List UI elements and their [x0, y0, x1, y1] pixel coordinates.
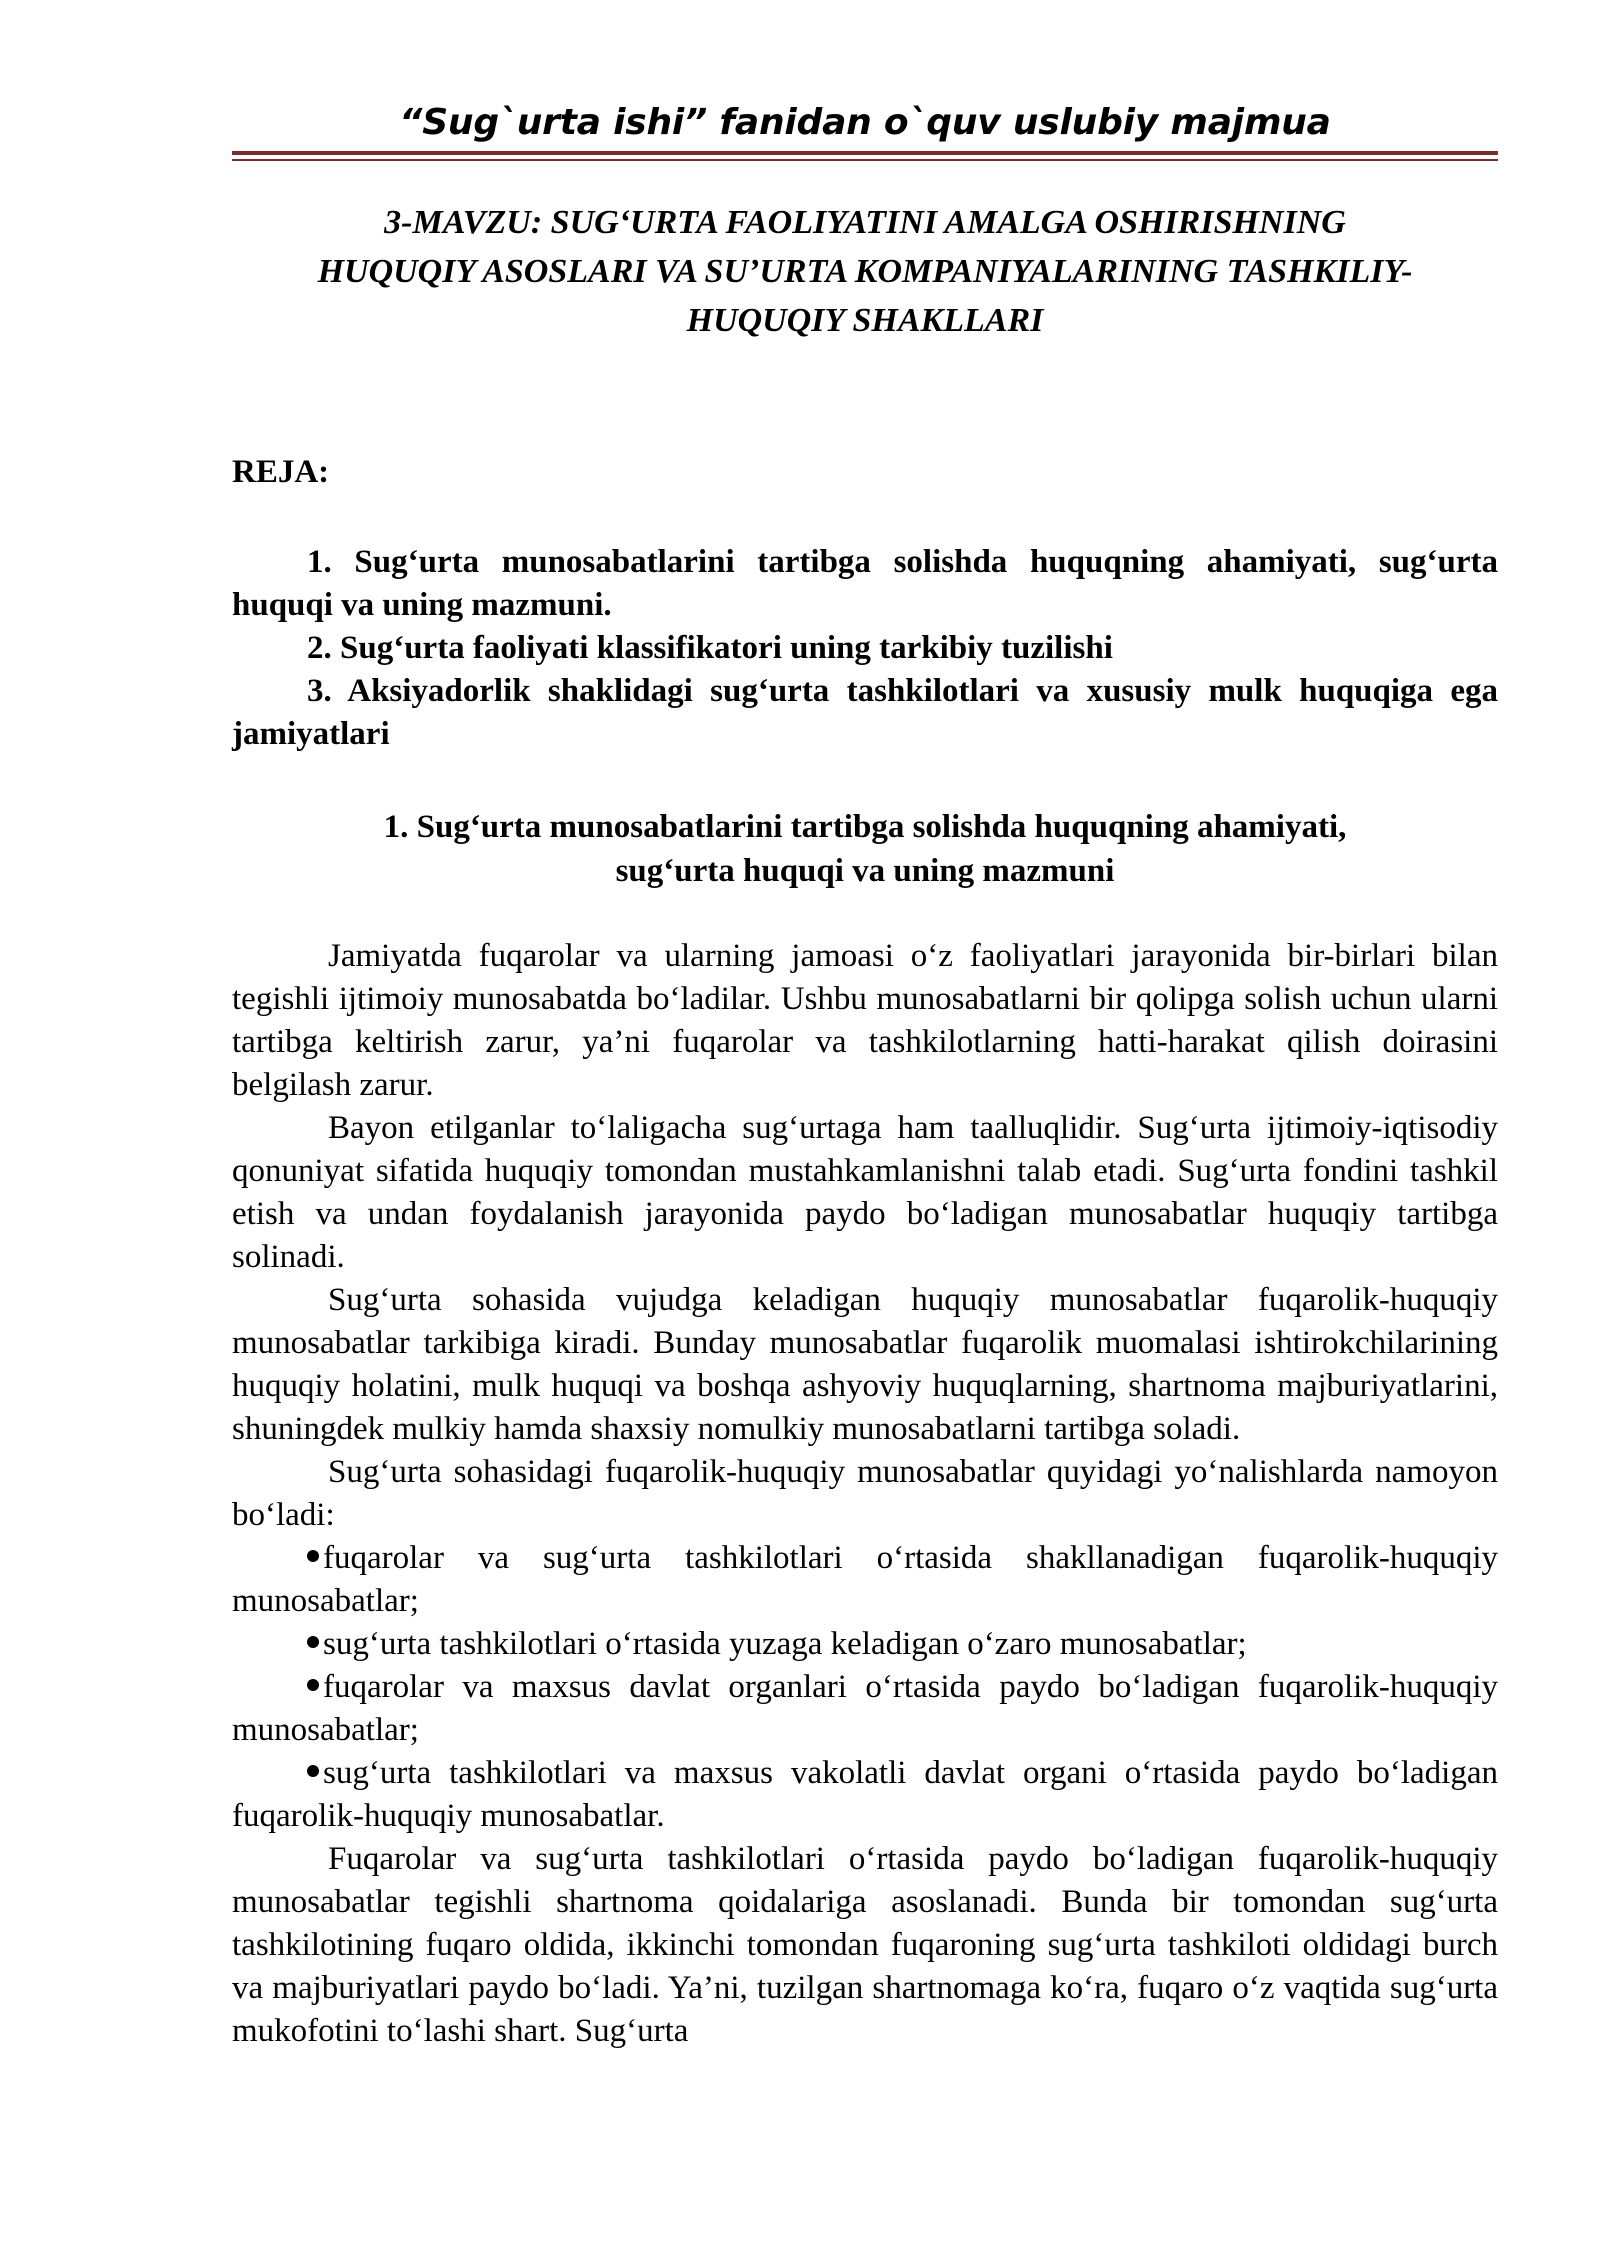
bullet-text: fuqarolar va maxsus davlat organlari o‘rtasida paydo bo‘ladigan fuqarolik-huquqiy munosabatlar;: [232, 1669, 1498, 1748]
header-rule-thin: [232, 159, 1498, 161]
body-paragraph: Sug‘urta sohasidagi fuqarolik-huquqiy munosabatlar quyidagi yo‘nalishlarda namoyon bo‘ladi:: [232, 1454, 1498, 1533]
body-paragraph: Bayon etilganlar to‘laligacha sug‘urtaga ham taalluqlidir. Sug‘urta ijtimoiy-iqtisodiy qonuniyat sifatida huquqiy tomondan mustahkamlanishni talab etadi. Sug‘urta fondini tashkil etish va undan foydalanish jarayonida paydo bo‘ladigan munosabatlar huquqiy tartibga solinadi.: [232, 1110, 1498, 1275]
bullet-item: [232, 1666, 1498, 1752]
bullet-icon: [307, 1765, 319, 1777]
body-paragraph: Jamiyatda fuqarolar va ularning jamoasi o‘z faoliyatlari jarayonida bir-birlari bilan tegishli ijtimoiy munosabatda bo‘ladilar. Ushbu munosabatlarni bir qolipga solish uchun ularni tartibga keltirish zarur, ya’ni fuqarolar va tashkilotlarning hatti-harakat qilish doirasini belgilash zarur.: [232, 938, 1498, 1103]
topic-title-line: HUQUQIY SHAKLLARI: [686, 302, 1044, 339]
bullet-text: fuqarolar va sug‘urta tashkilotlari o‘rtasida shakllanadigan fuqarolik-huquqiy munosabatlar;: [232, 1540, 1498, 1619]
bullet-item: [232, 1752, 1498, 1838]
section-heading-line: sug‘urta huquqi va uning mazmuni: [615, 853, 1115, 889]
running-header: “Sug`urta ishi” fanidan o`quv uslubiy majmua: [399, 102, 1331, 143]
bullet-icon: [307, 1550, 319, 1562]
body-paragraph: Fuqarolar va sug‘urta tashkilotlari o‘rtasida paydo bo‘ladigan fuqarolik-huquqiy munosabatlar tegishli shartnoma qoidalariga asoslanadi. Bunda bir tomondan sug‘urta tashkilotining fuqaro oldida, ikkinchi tomondan fuqaroning sug‘urta tashkiloti oldidagi burch va majburiyatlari paydo bo‘ladi. Ya’ni, tuzilgan shartnomaga ko‘ra, fuqaro o‘z vaqtida sug‘urta mukofotini to‘lashi shart. Sug‘urta: [232, 1841, 1498, 2049]
bullet-text: sug‘urta tashkilotlari o‘rtasida yuzaga keladigan o‘zaro munosabatlar;: [323, 1626, 1247, 1662]
body-text: [232, 935, 1498, 2053]
bullet-icon: [307, 1679, 319, 1691]
header-rule: [232, 151, 1498, 155]
plan-list: [232, 541, 1498, 756]
plan-label: REJA:: [232, 454, 330, 490]
body-paragraph: Sug‘urta sohasida vujudga keladigan huquqiy munosabatlar fuqarolik-huquqiy munosabatlar tarkibiga kiradi. Bunday munosabatlar fuqarolik muomalasi ishtirokchilarining huquqiy holatini, mulk huquqi va boshqa ashyoviy huquqlarning, shartnoma majburiyatlarini, shuningdek mulkiy hamda shaxsiy nomulkiy munosabatlarni tartibga soladi.: [232, 1282, 1498, 1447]
topic-title-line: HUQUQIY ASOSLARI VA SU’URTA KOMPANIYALARINING TASHKILIY-: [317, 253, 1413, 290]
bullet-item: [232, 1623, 1498, 1666]
section-heading-line: 1. Sug‘urta munosabatlarini tartibga solishda huquqning ahamiyati,: [383, 809, 1347, 845]
bullet-item: [232, 1537, 1498, 1623]
bullet-text: sug‘urta tashkilotlari va maxsus vakolatli davlat organi o‘rtasida paydo bo‘ladigan fuqarolik-huquqiy munosabatlar.: [232, 1755, 1498, 1834]
topic-title: [232, 198, 1498, 345]
plan-item: 3. Aksiyadorlik shaklidagi sug‘urta tashkilotlari va xususiy mulk huquqiga ega jamiyatlari: [232, 673, 1498, 752]
plan-item: 2. Sug‘urta faoliyati klassifikatori uning tarkibiy tuzilishi: [307, 630, 1113, 666]
plan-item: 1. Sug‘urta munosabatlarini tartibga solishda huquqning ahamiyati, sug‘urta huquqi va uning mazmuni.: [232, 544, 1498, 623]
topic-title-line: 3-MAVZU: SUG‘URTA FAOLIYATINI AMALGA OSHIRISHNING: [384, 204, 1346, 241]
section-heading: [232, 805, 1498, 893]
bullet-icon: [307, 1636, 319, 1648]
